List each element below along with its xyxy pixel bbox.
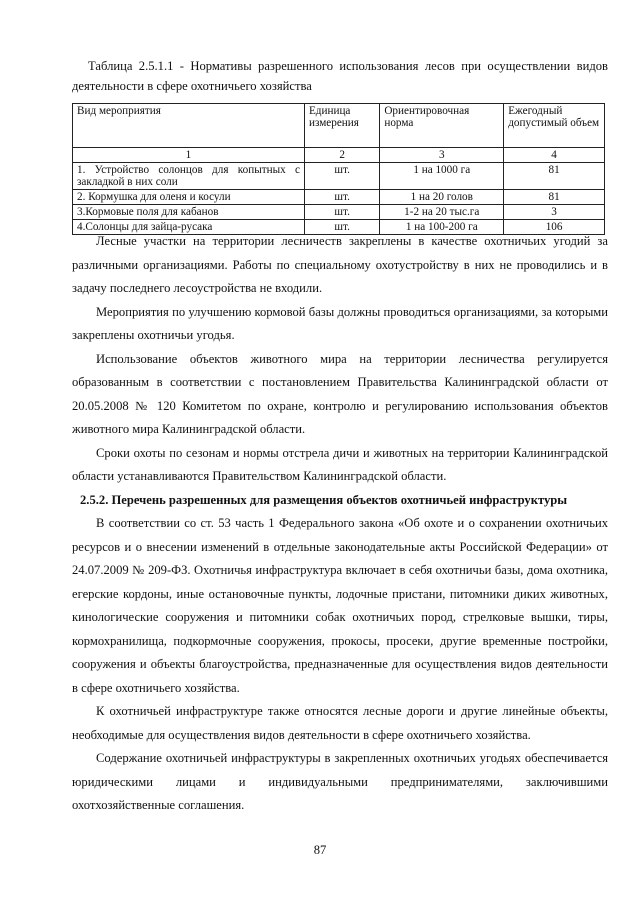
table-cell: 1 на 1000 га xyxy=(380,163,504,190)
table-cell: шт. xyxy=(304,163,379,190)
column-number-cell: 3 xyxy=(380,148,504,163)
table-caption: Таблица 2.5.1.1 - Нормативы разрешенного использования лесов при осуществлении видов деятельности в сфере охотничьего хозяйства xyxy=(72,59,608,93)
section-heading: 2.5.2. Перечень разрешенных для размещения объектов охотничьей инфраструктуры xyxy=(80,492,568,507)
table-cell: 1. Устройство солонцов для копытных с закладкой в них соли xyxy=(73,163,305,190)
column-number-cell: 4 xyxy=(504,148,605,163)
paragraph: Использование объектов животного мира на территории лесничества регулируется образованным в соответствии с постановлением Правительства Калининградской области от 20.05.2008 № 120 Комитетом по охране, контролю и регулированию использования объектов животного мира Калининградской области. xyxy=(72,351,608,436)
table-cell: 106 xyxy=(504,220,605,235)
table-cell: 1 на 20 голов xyxy=(380,190,504,205)
table-row xyxy=(73,190,605,205)
norms-table xyxy=(72,103,605,235)
header-cell: Ориентировочная норма xyxy=(380,104,504,148)
table-cell: шт. xyxy=(304,205,379,220)
paragraph: Мероприятия по улучшению кормовой базы должны проводиться организациями, за которыми закреплены охотничьи угодья. xyxy=(72,304,608,342)
header-cell: Единица измерения xyxy=(304,104,379,148)
column-number-cell: 1 xyxy=(73,148,305,163)
table-cell: шт. xyxy=(304,220,379,235)
table-cell: 4.Солонцы для зайца-русака xyxy=(73,220,305,235)
paragraph: К охотничьей инфраструктуре также относятся лесные дороги и другие линейные объекты, необходимые для осуществления видов деятельности в сфере охотничьего хозяйства. xyxy=(72,704,608,742)
paragraph: Сроки охоты по сезонам и нормы отстрела дичи и животных на территории Калининградской области устанавливаются Правительством Калининградской области. xyxy=(72,445,608,483)
table-cell: 1 на 100-200 га xyxy=(380,220,504,235)
table-cell: 3 xyxy=(504,205,605,220)
header-cell: Вид мероприятия xyxy=(73,104,305,148)
paragraph: Лесные участки на территории лесничеств закреплены в качестве охотничьих угодий за различными организациями. Работы по специальному охотустройству в них не проводились и в задачу последнего лесоустройства не входили. xyxy=(72,234,608,295)
table-row xyxy=(73,205,605,220)
table-cell: 81 xyxy=(504,163,605,190)
table-cell: 3.Кормовые поля для кабанов xyxy=(73,205,305,220)
table-row xyxy=(73,163,605,190)
column-number-cell: 2 xyxy=(304,148,379,163)
paragraph: Содержание охотничьей инфраструктуры в закрепленных охотничьих угодьях обеспечивается юридическими лицами и индивидуальными предпринимателями, заключившими охотхозяйственные соглашения. xyxy=(72,751,608,812)
table-cell: шт. xyxy=(304,190,379,205)
table-cell: 1-2 на 20 тыс.га xyxy=(380,205,504,220)
header-cell: Ежегодный допустимый объем xyxy=(504,104,605,148)
body-text xyxy=(72,230,608,818)
table-header-row xyxy=(73,104,605,148)
column-number-row xyxy=(73,148,605,163)
paragraph: В соответствии со ст. 53 часть 1 Федерального закона «Об охоте и о сохранении охотничьих ресурсов и о внесении изменений в отдельные законодательные акты Российской Федерации» от 24.07.2009 № 209-ФЗ. Охотничья инфраструктура включает в себя охотничьи базы, дома охотника, егерские кордоны, иные остановочные пункты, лодочные пристани, питомники диких животных, кинологические сооружения и питомники собак охотничьих пород, стрелковые вышки, тиры, кормохранилища, подкормочные сооружения, прокосы, просеки, другие временные постройки, сооружения и объекты благоустройства, предназначенные для осуществления видов деятельности в сфере охотничьего хозяйства. xyxy=(72,516,608,695)
page-number: 87 xyxy=(313,843,327,857)
table-cell: 81 xyxy=(504,190,605,205)
table-cell: 2. Кормушка для оленя и косули xyxy=(73,190,305,205)
